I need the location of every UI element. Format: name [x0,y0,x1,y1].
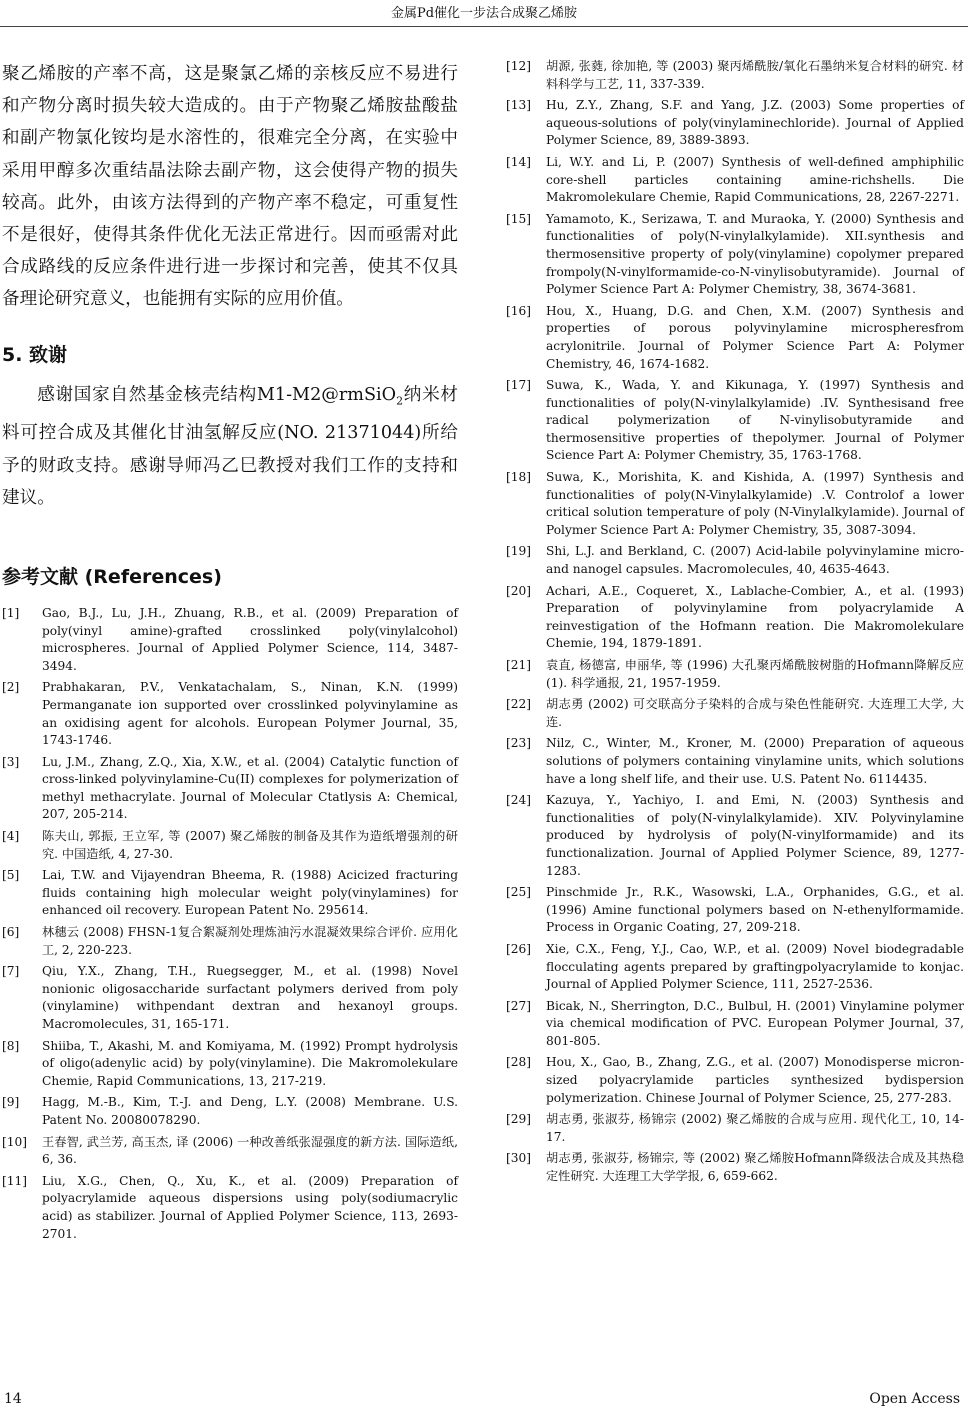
reference-item [506,884,964,937]
reference-item [2,1094,458,1129]
reference-number: [24] [506,793,532,808]
reference-number: [3] [2,754,20,769]
reference-text: 陈夫山, 郭振, 王立军, 等 (2007) 聚乙烯胺的制备及其作为造纸增强剂的研究. 中国造纸, 4, 27-30. [42,829,458,861]
reference-text: 林穗云 (2008) FHSN-1复合絮凝剂处理炼油污水混凝效果综合评价. 应用化工, 2, 220-223. [42,925,458,957]
reference-number: [13] [506,98,532,113]
reference-item [506,97,964,150]
reference-number: [28] [506,1055,532,1070]
reference-item [506,583,964,653]
reference-text: Hu, Z.Y., Zhang, S.F. and Yang, J.Z. (2003) Some properties of aqueous-solutions of poly(vinylaminechloride). Journal of Applied Polymer Science, 89, 3889-3893. [546,98,964,148]
reference-number: [5] [2,868,20,883]
reference-number: [1] [2,605,20,620]
reference-text: Yamamoto, K., Serizawa, T. and Muraoka, Y. (2000) Synthesis and functionalities of poly(N-vinylalkylamide). XII.synthesis and thermosensitive property of poly(vinylamine) copolymer prepared frompoly(N-vinylformamide-co-N-vinylisobutyramide). Journal of Polymer Science Part A: Polymer Chemistry, 38, 3674-3681. [546,211,964,297]
reference-item [506,941,964,994]
reference-item [506,735,964,788]
reference-text: Shiiba, T., Akashi, M. and Komiyama, M. (1992) Prompt hydrolysis of oligo(adenylic acid) by poly(vinylamine). Die Makromolekulare Chemie, Rapid Communications, 13, 217-219. [42,1038,458,1088]
ack-subscript: 2 [396,394,404,408]
reference-item [506,998,964,1051]
reference-item [506,1150,964,1185]
section-title-acknowledgement: 5. 致谢 [2,343,68,366]
reference-text: Bicak, N., Sherrington, D.C., Bulbul, H. (2001) Vinylamine polymer via chemical modification of PVC. European Polymer Journal, 37, 801-805. [546,998,964,1048]
reference-text: Xie, C.X., Feng, Y.J., Cao, W.P., et al. (2009) Novel biodegradable flocculating agents prepared by graftingpolyacrylamide to konjac. Journal of Applied Polymer Science, 111, 2527-2536. [546,941,964,992]
references-list-left [2,605,458,1243]
reference-item [2,924,458,959]
reference-item [2,828,458,863]
reference-item [2,754,458,824]
reference-item [2,679,458,749]
reference-item [2,605,458,675]
reference-number: [19] [506,544,532,559]
reference-item [2,867,458,920]
reference-number: [27] [506,998,532,1013]
reference-text: Hagg, M.-B., Kim, T.-J. and Deng, L.Y. (2008) Membrane. U.S. Patent No. 20080078290. [42,1095,458,1127]
reference-text: 胡源, 张蕤, 徐加艳, 等 (2003) 聚丙烯酰胺/氧化石墨纳米复合材料的研究. 材料科学与工艺, 11, 337-339. [546,59,964,91]
reference-number: [10] [2,1134,28,1149]
page-number: 14 [4,1391,22,1407]
reference-text: Gao, B.J., Lu, J.H., Zhuang, R.B., et al. (2009) Preparation of poly(vinyl amine)-grafted crosslinked poly(vinylalcohol) microspheres. Journal of Applied Polymer Science, 114, 3487-3494. [42,605,458,673]
reference-text: Shi, L.J. and Berkland, C. (2007) Acid-labile polyvinylamine micro- and nanogel capsules. Macromolecules, 40, 4635-4643. [546,544,964,577]
reference-number: [21] [506,658,532,672]
reference-number: [22] [506,697,532,712]
header-rule [0,26,968,27]
ack-text-end: 纳米材料可控合成及其催化甘油氢解反应(NO. 21371044)所给予的财政支持。感谢导师冯乙巳教授对我们工作的支持和建议。 [2,384,458,508]
reference-text: Prabhakaran, P.V., Venkatachalam, S., Ninan, K.N. (1999) Permanganate ion supported over crosslinked polyvinylamine as an oxidising agent for alcohols. European Polymer Journal, 35, 1743-1746. [42,680,458,748]
reference-item [506,543,964,578]
reference-text: 胡志勇, 张淑芬, 杨锦宗 (2002) 聚乙烯胺的合成与应用. 现代化工, 10, 14-17. [546,1112,964,1144]
reference-number: [14] [506,154,532,169]
reference-item [506,469,964,539]
body-paragraph: 聚乙烯胺的产率不高，这是聚氯乙烯的亲核反应不易进行和产物分离时损失较大造成的。由于产物聚乙烯胺盐酸盐和副产物氯化铵均是水溶性的，很难完全分离，在实验中采用甲醇多次重结晶法除去副产物，这会使得产物的损失较高。此外，由该方法得到的产物产率不稳定，可重复性不是很好，使得其条件优化无法正常进行。因而亟需对此合成路线的反应条件进行进一步探讨和完善，使其不仅具备理论研究意义，也能拥有实际的应用价值。 [2,64,458,310]
reference-number: [12] [506,59,532,73]
reference-text: Nilz, C., Winter, M., Kroner, M. (2000) Preparation of aqueous solutions of polymers containing vinylamine units, which solutions have a long shelf life, and their use. U.S. Patent No. 6114435. [546,736,964,786]
reference-item [506,792,964,880]
reference-text: 胡志勇 (2002) 可交联高分子染料的合成与染色性能研究. 大连理工大学, 大连. [546,697,964,729]
reference-number: [25] [506,885,532,900]
reference-item [2,963,458,1033]
reference-item [2,1038,458,1091]
reference-text: Li, W.Y. and Li, P. (2007) Synthesis of well-defined amphiphilic core-shell particles containing amine-richshells. Die Makromolekulare Chemie, Rapid Communications, 28, 2267-2271. [546,154,964,205]
acknowledgement-paragraph [2,379,458,514]
reference-item [506,1054,964,1107]
reference-text: Hou, X., Gao, B., Zhang, Z.G., et al. (2007) Monodisperse micron-sized polyacrylamide particles synthesized bydispersion polymerization. Chinese Journal of Polymer Science, 25, 277-283. [546,1055,964,1105]
reference-text: Lai, T.W. and Vijayendran Bheema, R. (1988) Acicized fracturing fluids containing high molecular weight poly(vinylamines) for enhanced oil recovery. European Patent No. 295614. [42,868,458,918]
footer-open-access: Open Access [869,1391,960,1407]
reference-item [506,58,964,93]
reference-text: Kazuya, Y., Yachiyo, I. and Emi, N. (2003) Synthesis and functionalities of poly(N-vinylalkylamide). XIV. Polyvinylamine produced by hydrolysis of poly(N-vinylformamide) and its functionalization. Journal of Applied Polymer Science, 89, 1277-1283. [546,793,964,878]
reference-text: 袁直, 杨德富, 申丽华, 等 (1996) 大孔聚丙烯酰胺树脂的Hofmann降解反应(1). 科学通报, 21, 1957-1959. [546,658,964,690]
reference-number: [20] [506,583,532,598]
reference-number: [23] [506,736,532,751]
reference-text: Lu, J.M., Zhang, Z.Q., Xia, X.W., et al. (2004) Catalytic function of cross-linked polyvinylamine-Cu(II) complexes for polymerization of methyl methacrylate. Journal of Molecular Ctatlysis A: Chemical, 207, 205-214. [42,754,458,822]
left-column [2,58,458,1247]
reference-text: Liu, X.G., Chen, Q., Xu, K., et al. (2009) Preparation of polyacrylamide aqueous dispersions using poly(sodiumacrylic acid) as stabilizer. Journal of Applied Polymer Science, 113, 2693-2701. [42,1173,458,1241]
reference-number: [9] [2,1095,20,1110]
reference-text: Hou, X., Huang, D.G. and Chen, X.M. (2007) Synthesis and properties of porous polyvinylamine microspheresfrom acrylonitrile. Journal of Polymer Science Part A: Polymer Chemistry, 46, 1674-1682. [546,303,964,371]
reference-text: Pinschmide Jr., R.K., Wasowski, L.A., Orphanides, G.G., et al. (1996) Amine functional polymers based on N-ethenylformamide. Process in Organic Coating, 27, 209-218. [546,885,964,935]
reference-item [506,1111,964,1146]
reference-text: Suwa, K., Wada, Y. and Kikunaga, Y. (1997) Synthesis and functionalities of poly(N-vinylalkylamide) .IV. Synthesisand free radical polymerization of N-vinylisobutyramide and thermosensitive properties of thepolymer. Journal of Polymer Science Part A: Polymer Chemistry, 35, 1763-1768. [546,378,964,463]
reference-number: [6] [2,925,20,940]
reference-number: [2] [2,680,20,695]
reference-number: [26] [506,941,532,956]
reference-number: [11] [2,1173,28,1188]
reference-item [506,303,964,373]
references-list-right [506,58,964,1186]
running-header: 金属Pd催化一步法合成聚乙烯胺 [390,6,578,21]
reference-text: Achari, A.E., Coqueret, X., Lablache-Combier, A., et al. (1993) Preparation of polyvinylamine from polyacrylamide A reinvestigation of the Hofmann reation. Die Makromolekulare Chemie, 194, 1879-1891. [546,583,964,651]
ack-text-start: 感谢国家自然基金核壳结构M1-M2@rmSiO [37,384,397,405]
reference-item [2,1173,458,1243]
reference-number: [7] [2,964,20,979]
reference-number: [30] [506,1151,532,1166]
reference-number: [4] [2,829,20,844]
reference-number: [17] [506,378,532,393]
reference-item [506,657,964,692]
reference-number: [29] [506,1112,532,1127]
right-column [506,58,964,1190]
reference-item [506,696,964,731]
reference-text: Qiu, Y.X., Zhang, T.H., Ruegsegger, M., et al. (1998) Novel nonionic oligosaccharide surfactant polymers derived from poly (vinylamine) withpendant dextran and hexanoyl groups. Macromolecules, 31, 165-171. [42,964,458,1032]
reference-item [506,377,964,465]
reference-text: 王春智, 武兰芳, 高玉杰, 译 (2006) 一种改善纸张湿强度的新方法. 国际造纸, 6, 36. [42,1134,458,1167]
reference-number: [15] [506,211,532,226]
reference-number: [8] [2,1038,20,1053]
reference-item [506,154,964,207]
reference-number: [16] [506,303,532,318]
reference-text: 胡志勇, 张淑芬, 杨锦宗, 等 (2002) 聚乙烯胺Hofmann降级法合成及其热稳定性研究. 大连理工大学学报, 6, 659-662. [546,1151,964,1184]
reference-number: [18] [506,470,532,485]
reference-item [506,211,964,299]
reference-text: Suwa, K., Morishita, K. and Kishida, A. (1997) Synthesis and functionalities of poly(N-Vinylalkylamide) .V. Controlof a lower critical solution temperature of poly (N-Vinylalkylamide). Journal of Polymer Science Part A: Polymer Chemistry, 35, 3087-3094. [546,470,964,537]
references-title: 参考文献 (References) [2,565,222,588]
reference-item [2,1134,458,1169]
